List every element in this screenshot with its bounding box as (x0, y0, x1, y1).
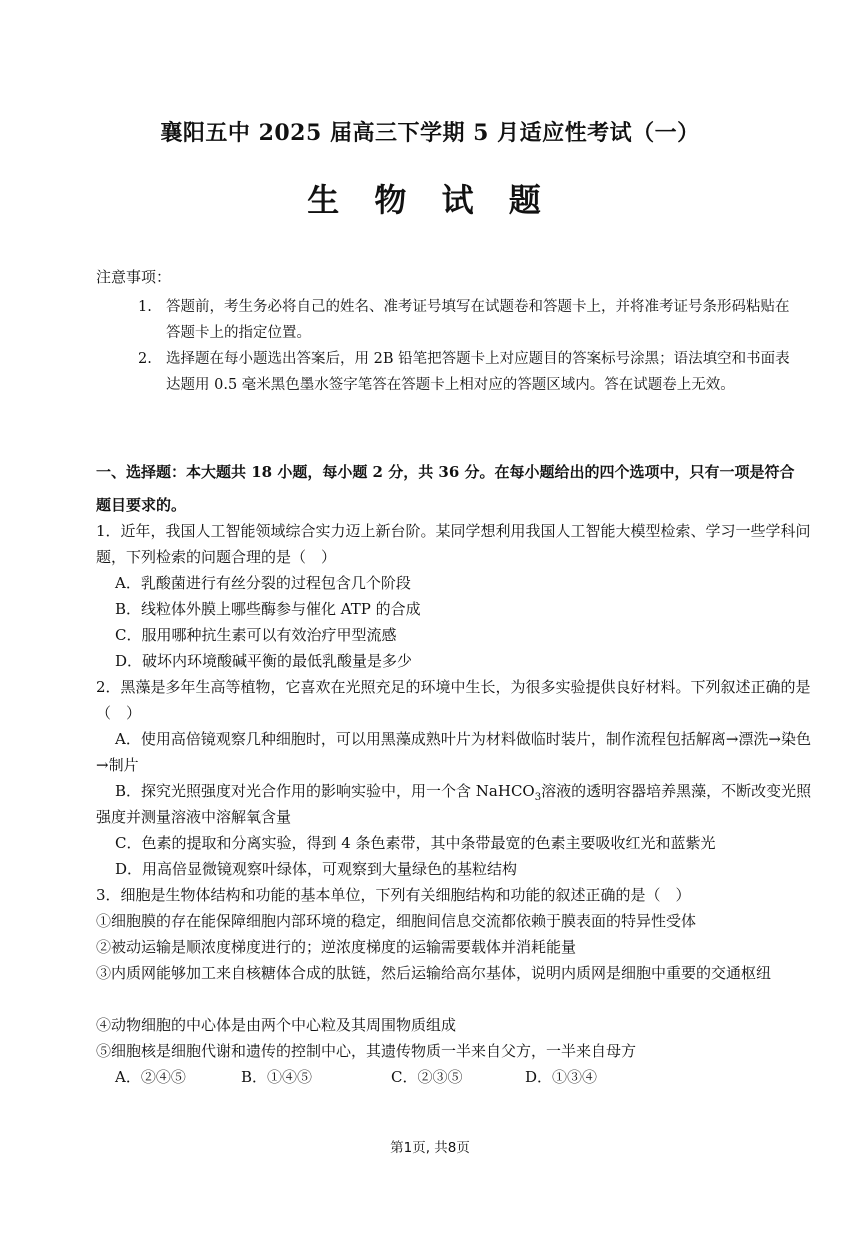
question-2-stem: 2．黑藻是多年生高等植物，它喜欢在光照充足的环境中生长，为很多实验提供良好材料。下列叙述正确的是（ ） (96, 678, 811, 722)
question-3-stem: 3．细胞是生物体结构和功能的基本单位，下列有关细胞结构和功能的叙述正确的是（ ） (96, 886, 691, 904)
question-1-option-b: B．线粒体外膜上哪些酶参与催化 ATP 的合成 (115, 600, 421, 618)
subscript: 3 (534, 792, 542, 803)
question-3-option-a: A．②④⑤ (115, 1068, 186, 1086)
note-item-1 (138, 294, 798, 346)
question-3-option-c: C．②③⑤ (391, 1068, 463, 1086)
question-3-statement-4: ④动物细胞的中心体是由两个中心粒及其周围物质组成 (96, 1016, 457, 1034)
exam-title: 襄阳五中 2025 届高三下学期 5 月适应性考试（一） (160, 120, 700, 146)
question-2-option-a: A．使用高倍镜观察几种细胞时，可以用黑藻成熟叶片为材料做临时装片，制作流程包括解离→漂洗→染色→制片 (96, 730, 811, 774)
note-number: 1. (138, 299, 152, 315)
question-3-statement-3: ③内质网能够加工来自核糖体合成的肽链，然后运输给高尔基体，说明内质网是细胞中重要的交通枢纽 (96, 964, 772, 982)
question-3-option-b: B．①④⑤ (241, 1068, 313, 1086)
question-3-statement-2: ②被动运输是顺浓度梯度进行的；逆浓度梯度的运输需要载体并消耗能量 (96, 938, 577, 956)
question-3-option-d: D．①③④ (525, 1068, 598, 1086)
note-text: 答题前，考生务必将自己的姓名、准考证号填写在试题卷和答题卡上，并将准考证号条形码粘贴在答题卡上的指定位置。 (166, 299, 790, 341)
question-3-statement-1: ①细胞膜的存在能保障细胞内部环境的稳定，细胞间信息交流都依赖于膜表面的特异性受体 (96, 912, 697, 930)
question-1-option-d: D．破坏内环境酸碱平衡的最低乳酸量是多少 (115, 652, 413, 670)
subject-title: 生 物 试 题 (307, 181, 553, 219)
question-3-statement-5: ⑤细胞核是细胞代谢和遗传的控制中心，其遗传物质一半来自父方，一半来自母方 (96, 1042, 637, 1060)
option-b-text-end: 溶液的透明容器培养黑藻，不断改变光照强度并测量溶液中溶解氧含量 (96, 782, 812, 826)
question-1-stem: 1．近年，我国人工智能领域综合实力迈上新台阶。某同学想利用我国人工智能大模型检索、学习一些学科问题，下列检索的问题合理的是（ ） (96, 522, 811, 566)
question-2-option-b (96, 778, 812, 830)
question-1-option-a: A．乳酸菌进行有丝分裂的过程包含几个阶段 (115, 574, 411, 592)
note-item-2 (138, 346, 798, 398)
page-footer: 第1页, 共8页 (390, 1140, 470, 1156)
note-text: 选择题在每小题选出答案后，用 2B 铅笔把答题卡上对应题目的答案标号涂黑；语法填空和书面表达题用 0.5 毫米黑色墨水签字笔答在答题卡上相对应的答题区域内。答在试题卷上无效。 (166, 351, 790, 393)
question-1-option-c: C．服用哪种抗生素可以有效治疗甲型流感 (115, 626, 397, 644)
question-2-option-c: C．色素的提取和分离实验，得到 4 条色素带，其中条带最宽的色素主要吸收红光和蓝紫光 (115, 834, 716, 852)
question-2-option-d: D．用高倍显微镜观察叶绿体，可观察到大量绿色的基粒结构 (115, 860, 518, 878)
option-b-text-start: B．探究光照强度对光合作用的影响实验中，用一个含 NaHCO (115, 782, 535, 800)
note-number: 2. (138, 351, 152, 367)
notes-heading: 注意事项： (96, 268, 172, 286)
question-3-options (115, 1064, 597, 1090)
section-heading: 一、选择题：本大题共 18 小题，每小题 2 分，共 36 分。在每小题给出的四个选项中，只有一项是符合题目要求的。 (96, 463, 795, 514)
